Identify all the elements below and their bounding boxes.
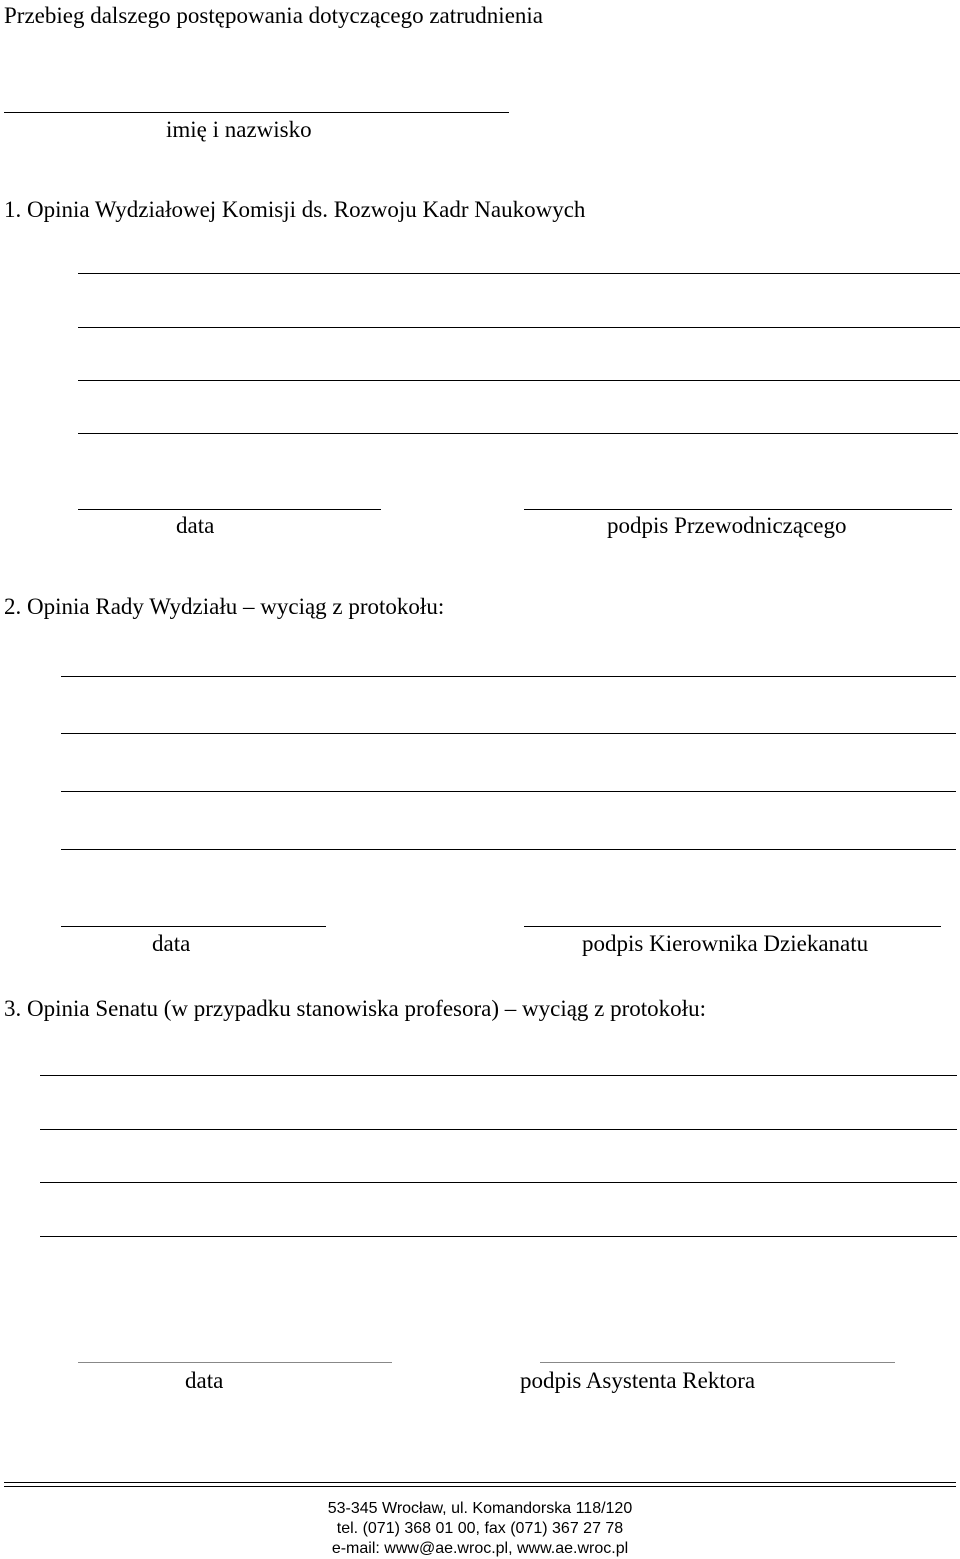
- section2-signature-line[interactable]: [524, 926, 941, 927]
- section3-opinion-line-1[interactable]: [40, 1075, 957, 1076]
- section2-opinion-line-1[interactable]: [61, 676, 956, 677]
- section3-opinion-line-3[interactable]: [40, 1182, 957, 1183]
- section2-signature-label: podpis Kierownika Dziekanatu: [582, 931, 869, 956]
- section3-opinion-line-4[interactable]: [40, 1236, 957, 1237]
- section1-opinion-line-4[interactable]: [78, 433, 958, 434]
- section3-date-line[interactable]: [78, 1362, 392, 1363]
- section2-opinion-line-2[interactable]: [61, 733, 956, 734]
- section3-opinion-line-2[interactable]: [40, 1129, 957, 1130]
- section2-opinion-line-4[interactable]: [61, 849, 956, 850]
- section3-heading: 3. Opinia Senatu (w przypadku stanowiska profesora) – wyciąg z protokołu:: [4, 996, 706, 1021]
- section1-signature-line[interactable]: [524, 509, 952, 510]
- section3-signature-label: podpis Asystenta Rektora: [520, 1368, 756, 1393]
- section1-opinion-line-1[interactable]: [78, 273, 960, 274]
- section3-date-label: data: [185, 1368, 224, 1393]
- name-input-line[interactable]: [4, 112, 509, 113]
- section1-opinion-line-3[interactable]: [78, 380, 960, 381]
- section2-heading: 2. Opinia Rady Wydziału – wyciąg z protokołu:: [4, 594, 445, 619]
- footer-phone: tel. (071) 368 01 00, fax (071) 367 27 78: [336, 1520, 624, 1537]
- section2-date-line[interactable]: [61, 926, 326, 927]
- section1-date-label: data: [176, 513, 215, 538]
- section3-signature-line[interactable]: [540, 1362, 895, 1363]
- footer-rule-bottom: [4, 1486, 956, 1487]
- section1-opinion-line-2[interactable]: [78, 327, 960, 328]
- footer-email[interactable]: e-mail: www@ae.wroc.pl, www.ae.wroc.pl: [331, 1540, 629, 1557]
- section2-opinion-line-3[interactable]: [61, 791, 956, 792]
- section1-date-line[interactable]: [78, 509, 381, 510]
- section1-signature-label: podpis Przewodniczącego: [607, 513, 847, 538]
- page-title: Przebieg dalszego postępowania dotyczącego zatrudnienia: [4, 3, 543, 28]
- section1-heading: 1. Opinia Wydziałowej Komisji ds. Rozwoju Kadr Naukowych: [4, 197, 586, 222]
- name-label: imię i nazwisko: [166, 117, 312, 142]
- footer-rule-top: [4, 1482, 956, 1483]
- footer-address: 53-345 Wrocław, ul. Komandorska 118/120: [327, 1500, 633, 1517]
- section2-date-label: data: [152, 931, 191, 956]
